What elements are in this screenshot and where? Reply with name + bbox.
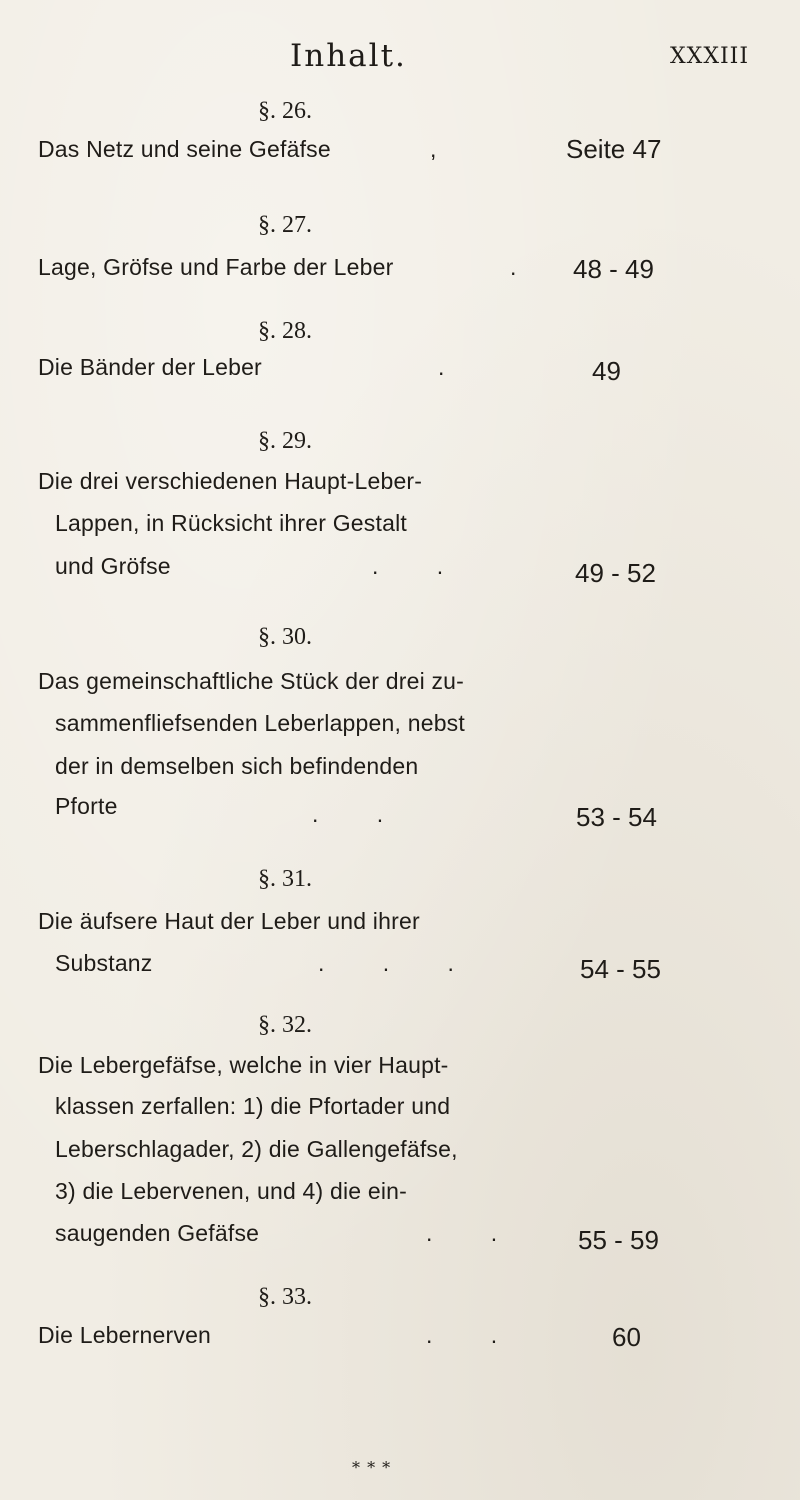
leader-dots: , — [430, 136, 463, 162]
entry-title-line: saugenden Gefäfse — [55, 1220, 260, 1246]
section-number: §. 29. — [258, 428, 312, 454]
page-reference: Seite 47 — [566, 134, 662, 164]
signature-mark: * * * — [352, 1458, 392, 1477]
section-number: §. 28. — [258, 318, 312, 344]
entry-title-line: Die Lebergefäfse, welche in vier Haupt- — [38, 1052, 449, 1078]
section-number: §. 33. — [258, 1284, 312, 1310]
entry-title-line: Leberschlagader, 2) die Gallengefäfse, — [55, 1136, 458, 1162]
page-reference: 55 - 59 — [578, 1225, 659, 1255]
page-reference: 54 - 55 — [580, 954, 661, 984]
running-title: Inhalt. — [290, 38, 407, 74]
entry-title-line: klassen zerfallen: 1) die Pfortader und — [55, 1093, 451, 1119]
entry-title-line: Die Lebernerven — [38, 1322, 212, 1348]
page-reference: 60 — [612, 1322, 641, 1352]
entry-title-line: Substanz — [55, 950, 153, 976]
entry-title-line: und Gröfse — [55, 553, 171, 579]
entry-title-line: Pforte — [55, 793, 118, 819]
leader-dots: . . — [312, 801, 410, 827]
leader-dots: . . — [426, 1322, 524, 1348]
section-number: §. 31. — [258, 866, 312, 892]
leader-dots: . — [510, 254, 543, 280]
section-number: §. 30. — [258, 624, 312, 650]
page-reference: 49 — [592, 356, 621, 386]
page-reference: 48 - 49 — [573, 254, 654, 284]
entry-title-line: Das Netz und seine Gefäfse — [38, 136, 331, 162]
entry-title-line: Das gemeinschaftliche Stück der drei zu- — [38, 668, 465, 694]
roman-page-number: XXXIII — [670, 44, 750, 69]
entry-title-line: 3) die Lebervenen, und 4) die ein- — [55, 1178, 408, 1204]
section-number: §. 26. — [258, 98, 312, 124]
entry-title-line: Lage, Gröfse und Farbe der Leber — [38, 254, 394, 280]
section-number: §. 27. — [258, 212, 312, 238]
entry-title-line: Die Bänder der Leber — [38, 354, 262, 380]
leader-dots: . . — [426, 1220, 524, 1246]
leader-dots: . — [438, 354, 471, 380]
entry-title-line: Die äufsere Haut der Leber und ihrer — [38, 908, 420, 934]
entry-title-line: der in demselben sich befindenden — [55, 753, 419, 779]
page-reference: 53 - 54 — [576, 802, 657, 832]
section-number: §. 32. — [258, 1012, 312, 1038]
leader-dots: . . . — [318, 950, 480, 976]
entry-title-line: Lappen, in Rücksicht ihrer Gestalt — [55, 510, 407, 536]
entry-title-line: Die drei verschiedenen Haupt-Leber- — [38, 468, 423, 494]
page-reference: 49 - 52 — [575, 558, 656, 588]
leader-dots: . . — [372, 553, 470, 579]
entry-title-line: sammenfliefsenden Leberlappen, nebst — [55, 710, 465, 736]
